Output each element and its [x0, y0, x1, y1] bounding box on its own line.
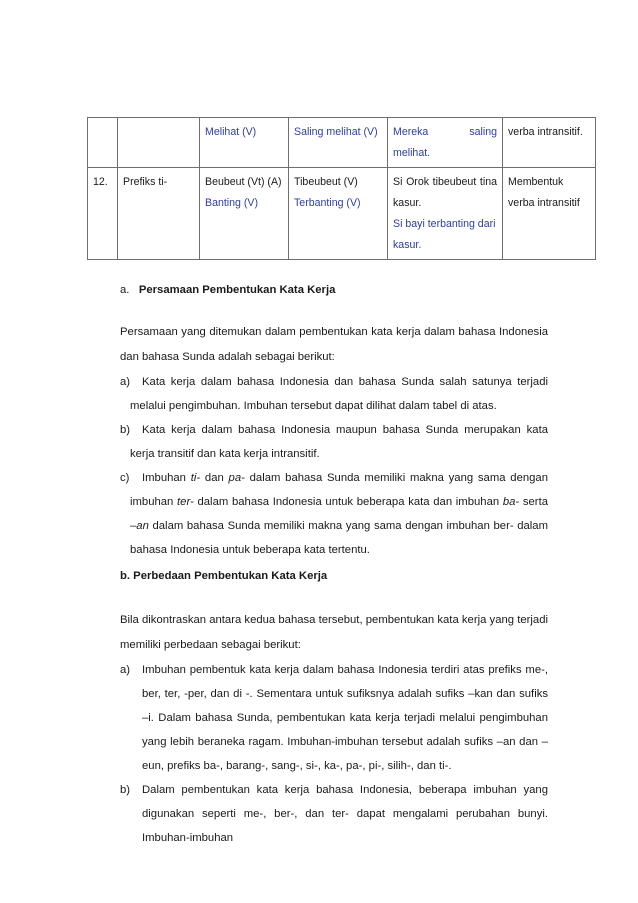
list-item-text: dalam bahasa Sunda memiliki makna yang sama dengan imbuhan: [130, 472, 548, 508]
base-word-id: Melihat (V): [205, 126, 257, 138]
list-item: [120, 370, 548, 418]
example-sentence-id: Si bayi terbanting dari kasur.: [393, 218, 496, 251]
derived-word-id: Terbanting (V): [294, 197, 361, 209]
affix-an: –an: [130, 520, 149, 532]
list-item: [120, 466, 548, 562]
list-item-label: b): [120, 784, 131, 796]
section-a-title: Persamaan Pembentukan Kata Kerja: [138, 284, 336, 296]
derived-word-su: Tibeubeut (V): [294, 176, 358, 188]
cell-derived-word: [289, 118, 388, 168]
cell-base-word: [200, 168, 289, 260]
cell-note: verba intransitif.: [503, 118, 596, 168]
verb-affix-table: [87, 117, 596, 260]
example-sentence-id: Mereka saling melihat.: [393, 126, 497, 159]
cell-prefix: Prefiks ti-: [118, 168, 200, 260]
section-b-title: b. Perbedaan Pembentukan Kata Kerja: [120, 570, 328, 582]
section-a-heading: [120, 280, 548, 300]
section-a-label: a.: [120, 284, 130, 296]
section-b-intro: Bila dikontraskan antara kedua bahasa tersebut, pembentukan kata kerja yang terjadi memiliki perbedaan sebagai berikut:: [120, 614, 548, 651]
cell-example: [388, 168, 503, 260]
table-row: [88, 118, 596, 168]
derived-word-id: Saling melihat (V): [294, 126, 378, 138]
cell-number: [88, 118, 118, 168]
section-b-heading: [120, 566, 548, 586]
list-item-label: a): [120, 664, 131, 676]
list-item-label: b): [120, 424, 131, 436]
affix-ti: ti-: [190, 472, 201, 484]
list-item: [120, 658, 548, 778]
cell-number: 12.: [88, 168, 118, 260]
section-a-intro: Persamaan yang ditemukan dalam pembentukan kata kerja dalam bahasa Indonesia dan bahasa Sunda adalah sebagai berikut:: [120, 326, 548, 363]
table-row: [88, 168, 596, 260]
list-item-text: Imbuhan pembentuk kata kerja dalam bahasa Indonesia terdiri atas prefiks me-, ber, ter, -per, dan di -. Sementara untuk sufiksnya adalah sufiks –kan dan sufiks –i. Dalam bahasa Sunda, pembentukan kata kerja terjadi melalui pengimbuhan yang lebih beraneka ragam. Imbuhan-imbuhan tersebut adalah sufiks –an dan –eun, prefiks ba-, barang-, sang-, si-, ka-, pa-, pi-, silih-, dan ti-.: [142, 664, 548, 772]
base-word-su: Beubeut (Vt) (A): [205, 176, 282, 188]
section-b-body: [120, 608, 548, 850]
list-item-text: Kata kerja dalam bahasa Indonesia maupun bahasa Sunda merupakan kata kerja transitif dan kata kerja intransitif.: [130, 424, 548, 460]
list-item-label: c): [120, 472, 130, 484]
list-item-text: Dalam pembentukan kata kerja bahasa Indonesia, beberapa imbuhan yang digunakan seperti me-, ber-, dan ter- dapat mengalami perubahan bunyi. Imbuhan-imbuhan: [142, 784, 548, 844]
cell-prefix: [118, 118, 200, 168]
list-item-text: Kata kerja dalam bahasa Indonesia dan bahasa Sunda salah satunya terjadi melalui pengimbuhan. Imbuhan tersebut dapat dilihat dalam tabel di atas.: [130, 376, 548, 412]
list-item-text: serta: [519, 496, 548, 508]
list-item: [120, 418, 548, 466]
cell-base-word: [200, 118, 289, 168]
base-word-id: Banting (V): [205, 197, 258, 209]
cell-note: Membentuk verba intransitif: [503, 168, 596, 260]
affix-ba: ba-: [502, 496, 520, 508]
section-a-body: [120, 320, 548, 562]
cell-example: [388, 118, 503, 168]
list-item-text: dalam bahasa Indonesia untuk beberapa kata dan imbuhan: [193, 496, 503, 508]
affix-ter: ter-: [177, 496, 194, 508]
cell-derived-word: [289, 168, 388, 260]
list-item-text: dan: [200, 472, 229, 484]
list-item-text: Imbuhan: [142, 472, 191, 484]
list-item: [120, 778, 548, 850]
list-item-label: a): [120, 376, 131, 388]
example-sentence-su: Si Orok tibeubeut tina kasur.: [393, 176, 497, 209]
list-item-text: dalam bahasa Sunda memiliki makna yang sama dengan imbuhan ber- dalam bahasa Indonesia untuk beberapa kata tertentu.: [130, 520, 548, 556]
affix-pa: pa-: [228, 472, 245, 484]
